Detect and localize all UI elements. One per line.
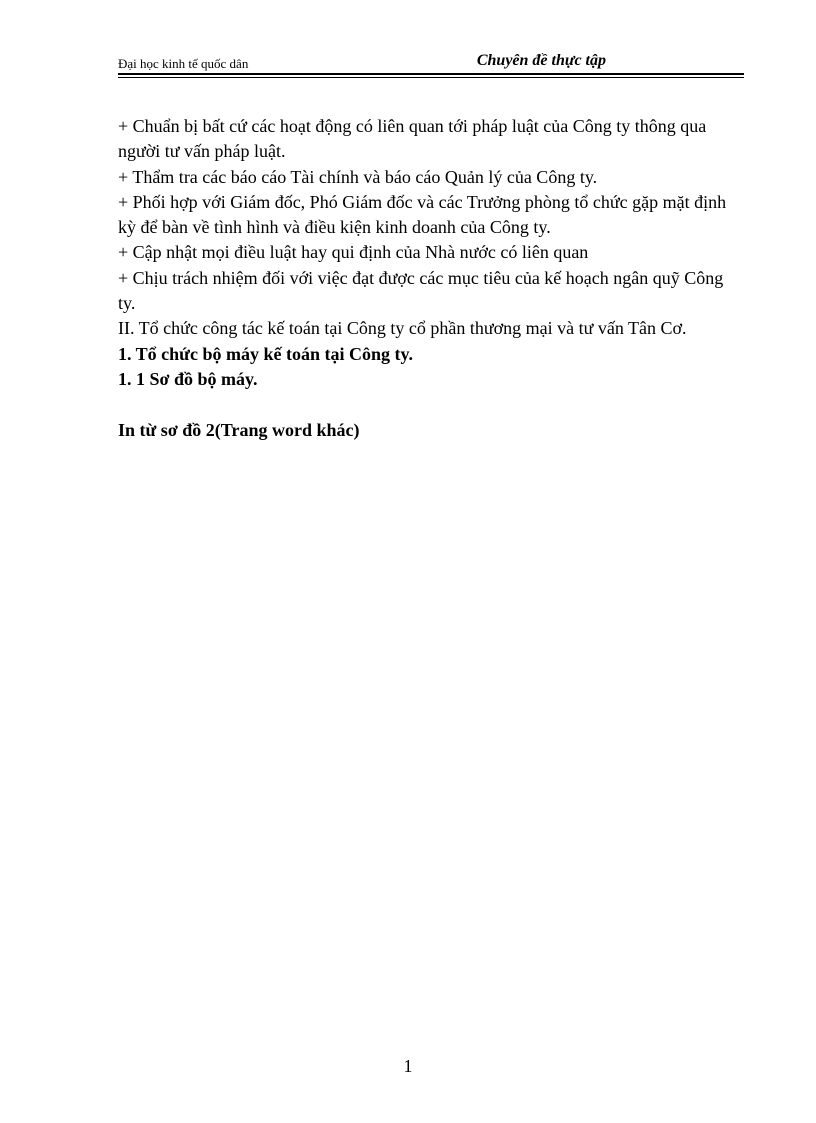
body-paragraph: + Thẩm tra các báo cáo Tài chính và báo cáo Quản lý của Công ty.: [118, 166, 598, 187]
page-number: 1: [403, 1056, 413, 1076]
document-body: [118, 114, 744, 443]
body-paragraph: + Phối hợp với Giám đốc, Phó Giám đốc và các Trưởng phòng tổ chức gặp mặt định kỳ để bàn về tình hình và điều kiện kinh doanh của Công ty.: [118, 191, 727, 238]
body-paragraph: + Cập nhật mọi điều luật hay qui định của Nhà nước có liên quan: [118, 242, 589, 263]
diagram-note: In từ sơ đồ 2(Trang word khác): [118, 419, 360, 440]
heading-1-1: 1. 1 Sơ đồ bộ máy.: [118, 368, 258, 389]
section-heading-ii: II. Tổ chức công tác kế toán tại Công ty cổ phần thương mại và tư vấn Tân Cơ.: [118, 318, 687, 339]
header-rule-thin: [118, 77, 744, 78]
page-header: [118, 52, 744, 74]
heading-1: 1. Tổ chức bộ máy kế toán tại Công ty.: [118, 343, 413, 364]
header-document-title: Chuyên đề thực tập: [476, 52, 606, 69]
blank-line: [118, 392, 744, 417]
body-paragraph: + Chuẩn bị bất cứ các hoạt động có liên quan tới pháp luật của Công ty thông qua người tư vấn pháp luật.: [118, 116, 707, 162]
body-paragraph: + Chịu trách nhiệm đối với việc đạt được các mục tiêu của kế hoạch ngân quỹ Công ty.: [118, 267, 724, 314]
header-rule-thick: [118, 73, 744, 75]
header-university: Đại học kinh tế quốc dân: [118, 56, 249, 71]
